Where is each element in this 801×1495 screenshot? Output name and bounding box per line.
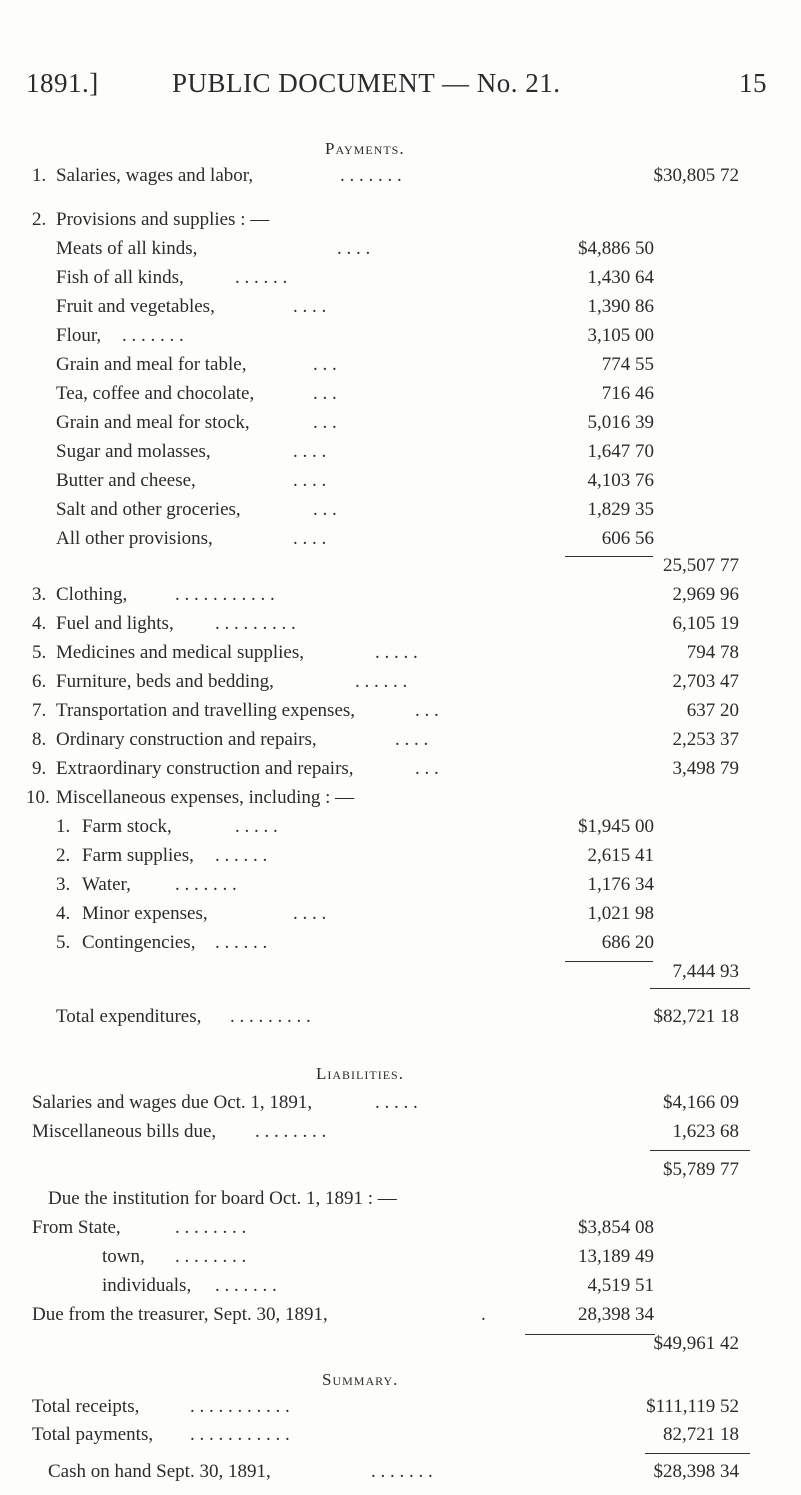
item-label: Furniture, beds and bedding, [56,671,274,692]
misc-label: Farm stock, [82,816,172,837]
misc-number: 1. [56,816,71,837]
leader-dots: . . . . . . . . . [215,613,296,634]
due-amount: 28,398 34 [578,1304,654,1325]
item-total: 6,105 19 [672,613,739,634]
provision-row [0,321,801,351]
provision-row [0,524,801,554]
leader-dots: . . . . . [375,1092,418,1113]
provision-label: Salt and other groceries, [56,499,241,520]
provision-amount: $4,886 50 [578,238,654,259]
due-row [0,1242,801,1272]
leader-dots: . . . [313,383,337,404]
misc-amount: 1,176 34 [587,874,654,895]
liability-amount: $4,166 09 [663,1092,739,1113]
leader-dots: . . . [415,700,439,721]
provision-label: Tea, coffee and chocolate, [56,383,255,404]
provision-amount: 1,430 64 [587,267,654,288]
header-title: PUBLIC DOCUMENT — No. 21. [172,68,561,98]
provision-label: Flour, [56,325,102,346]
payment-row-salaries [0,161,801,191]
misc-total-row [0,957,801,987]
summary-label: Cash on hand Sept. 30, 1891, [48,1461,271,1482]
provision-label: Fruit and vegetables, [56,296,215,317]
total-payments: 82,721 18 [663,1424,739,1445]
leader-dots: . . . . . . . . . . . [190,1424,290,1445]
leader-dots: . . . . [293,528,327,549]
provision-amount: 606 56 [601,528,654,549]
leader-dots: . . . . [293,441,327,462]
leader-dots: . . . . . . [355,671,408,692]
due-amount: $3,854 08 [578,1217,654,1238]
misc-label: Contingencies, [82,932,196,953]
payment-row-provisions [0,205,801,235]
provision-amount: 4,103 76 [587,470,654,491]
item-number: 3. [32,584,47,605]
provision-amount: 1,829 35 [587,499,654,520]
misc-label: Water, [82,874,131,895]
leader-dots: . . . . . . . . . . . [175,584,275,605]
due-row [0,1271,801,1301]
due-row [0,1300,801,1330]
item-label: Salaries, wages and labor, [56,165,254,186]
leader-dots: . . . . [293,903,327,924]
misc-number: 4. [56,903,71,924]
summary-heading: Summary. [322,1370,399,1389]
leader-dots: . . . [313,412,337,433]
leader-dots: . . . . . . . . [255,1121,327,1142]
summary-row [0,1420,801,1450]
misc-number: 5. [56,932,71,953]
item-total: 2,969 96 [672,584,739,605]
provision-label: Butter and cheese, [56,470,196,491]
item-label: Provisions and supplies : — [56,209,270,230]
provision-row [0,234,801,264]
item-number: 9. [32,758,47,779]
due-label: individuals, [102,1275,192,1296]
header-year: 1891.] [26,68,99,98]
provision-row [0,292,801,322]
due-total: $49,961 42 [653,1333,739,1354]
misc-amount: $1,945 00 [578,816,654,837]
leader-dots: . . . [313,354,337,375]
leader-dots: . . . . [293,470,327,491]
leader-dots: . . . . . . . . [175,1217,247,1238]
due-label: From State, [32,1217,121,1238]
payment-row [0,696,801,726]
subtotal-rule [650,1150,750,1151]
total-label: Total expenditures, [56,1006,202,1027]
item-label: Clothing, [56,584,128,605]
item-total: 637 20 [686,700,739,721]
leader-dots: . . . . . . . [340,165,402,186]
provision-row [0,263,801,293]
misc-row [0,870,801,900]
provision-label: Sugar and molasses, [56,441,211,462]
provision-label: Grain and meal for table, [56,354,247,375]
provision-row [0,408,801,438]
misc-label: Minor expenses, [82,903,208,924]
due-amount: 13,189 49 [578,1246,654,1267]
liabilities-heading: Liabilities. [316,1064,404,1083]
misc-row [0,899,801,929]
leader-dots: . [481,1304,486,1325]
provision-label: Meats of all kinds, [56,238,198,259]
payment-row [0,754,801,784]
due-heading-row [0,1184,801,1214]
total-rule [650,988,750,989]
misc-total: 7,444 93 [672,961,739,982]
liability-row [0,1117,801,1147]
item-number: 7. [32,700,47,721]
liability-amount: 1,623 68 [672,1121,739,1142]
item-label: Medicines and medical supplies, [56,642,304,663]
summary-row [0,1457,801,1487]
liabilities-subtotal-row [0,1155,801,1185]
provision-amount: 1,647 70 [587,441,654,462]
item-label: Fuel and lights, [56,613,174,634]
provisions-total-row [0,551,801,581]
item-total: 3,498 79 [672,758,739,779]
due-amount: 4,519 51 [587,1275,654,1296]
leader-dots: . . . . . [375,642,418,663]
item-number: 10. [26,787,50,808]
misc-row [0,812,801,842]
leader-dots: . . . [415,758,439,779]
item-total: 2,703 47 [672,671,739,692]
provision-amount: 1,390 86 [587,296,654,317]
leader-dots: . . . [313,499,337,520]
misc-row [0,841,801,871]
leader-dots: . . . . . . . [175,874,237,895]
leader-dots: . . . . . . . [122,325,184,346]
payment-row-misc [0,783,801,813]
payment-row [0,609,801,639]
payment-row [0,638,801,668]
summary-row [0,1392,801,1422]
leader-dots: . . . . . . . . . . . [190,1396,290,1417]
liabilities-subtotal: $5,789 77 [663,1159,739,1180]
misc-row [0,928,801,958]
item-total: 2,253 37 [672,729,739,750]
due-total-row [0,1329,801,1359]
provisions-total: 25,507 77 [663,555,739,576]
item-label: Ordinary construction and repairs, [56,729,317,750]
provision-row [0,437,801,467]
provision-label: Grain and meal for stock, [56,412,250,433]
total-receipts: $111,119 52 [646,1396,739,1417]
misc-number: 3. [56,874,71,895]
payment-row [0,667,801,697]
misc-amount: 686 20 [601,932,654,953]
leader-dots: . . . . . . [215,845,268,866]
due-label: Due from the treasurer, Sept. 30, 1891, [32,1304,328,1325]
item-label: Miscellaneous expenses, including : — [56,787,355,808]
leader-dots: . . . . . . [215,932,268,953]
summary-label: Total payments, [32,1424,154,1445]
provision-amount: 5,016 39 [587,412,654,433]
payments-heading: Payments. [325,139,405,158]
item-number: 2. [32,209,47,230]
liability-label: Salaries and wages due Oct. 1, 1891, [32,1092,313,1113]
summary-label: Total receipts, [32,1396,140,1417]
due-label: town, [102,1246,145,1267]
item-number: 5. [32,642,47,663]
leader-dots: . . . . . . . [215,1275,277,1296]
misc-number: 2. [56,845,71,866]
leader-dots: . . . . . . . [371,1461,433,1482]
payment-row [0,580,801,610]
total-rule [645,1453,750,1454]
leader-dots: . . . . [395,729,429,750]
due-row [0,1213,801,1243]
leader-dots: . . . . [293,296,327,317]
leader-dots: . . . . . [235,816,278,837]
liability-label: Miscellaneous bills due, [32,1121,217,1142]
provision-row [0,350,801,380]
payment-row [0,725,801,755]
item-number: 4. [32,613,47,634]
cash-on-hand: $28,398 34 [653,1461,739,1482]
item-number: 1. [32,165,47,186]
item-number: 8. [32,729,47,750]
page-number: 15 [739,68,767,98]
misc-label: Farm supplies, [82,845,194,866]
provision-amount: 716 46 [601,383,654,404]
provision-row [0,466,801,496]
total-expenditures: $82,721 18 [653,1006,739,1027]
item-label: Extraordinary construction and repairs, [56,758,354,779]
item-label: Transportation and travelling expenses, [56,700,356,721]
misc-amount: 1,021 98 [587,903,654,924]
leader-dots: . . . . . . . . . [230,1006,311,1027]
item-number: 6. [32,671,47,692]
misc-amount: 2,615 41 [587,845,654,866]
item-total: 794 78 [686,642,739,663]
provision-row [0,495,801,525]
item-total: $30,805 72 [653,165,739,186]
provision-label: All other provisions, [56,528,213,549]
provision-amount: 3,105 00 [587,325,654,346]
leader-dots: . . . . [337,238,371,259]
total-expenditures-row [0,1002,801,1032]
liability-row [0,1088,801,1118]
provision-amount: 774 55 [601,354,654,375]
leader-dots: . . . . . . [235,267,288,288]
provision-row [0,379,801,409]
due-heading: Due the institution for board Oct. 1, 1891 : — [48,1188,397,1209]
leader-dots: . . . . . . . . [175,1246,247,1267]
provision-label: Fish of all kinds, [56,267,184,288]
